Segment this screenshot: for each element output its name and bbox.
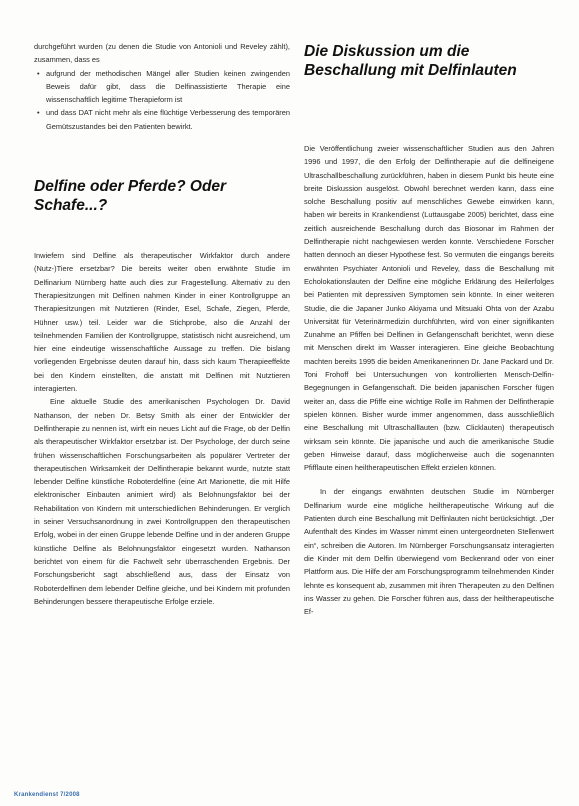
section-heading: Delfine oder Pferde? Oder Schafe...? bbox=[34, 178, 227, 215]
right-column bbox=[304, 42, 554, 618]
body-paragraph: Eine aktuelle Studie des amerikanischen Psychologen Dr. David Nathanson, der neben Dr. Betsy Smith als einer der Entwickler der Delfintherapie zu nennen ist, wirft ein neues Licht auf die Frage, ob der Delfin als therapeutischer Wirkfaktor ersetzbar ist. Der Psychologe, der durch seine frühen wissenschaftlichen Forschungsarbeiten als populärer Vertreter der therapeutischen Wirksamkeit der Delfintherapie bekannt wurde, nutzte statt lebender Delfine künstliche Roboterdelfine (eine Art Marionette, die mit Hilfe elektronischer Einbauten animiert wird) als Belohnungsfaktor bei der Rehabilitation von Kindern mit unterschiedlichen Behinderungen. Er verglich in seiner Versuchsanordnung in zwei Kontrollgruppen den therapeutischen Erfolg, wobei in der einen Gruppe lebende Delfine und in der anderen Gruppe künstliche Delfine als Belohnungsfaktor eingesetzt wurden. Nathanson berichtet von einem für die Fachwelt sehr überraschenden Ergebnis. Der Forschungsbericht sagt abschließend aus, dass der Einsatz von Roboterdelfinen dem lebender Delfine gleiche, und bei Kindern mit profunden Behinderungen bessere therapeutische Erfolge erziele. bbox=[34, 397, 290, 606]
body-paragraph: Inwiefern sind Delfine als therapeutischer Wirkfaktor durch andere (Nutz-)Tiere ersetzbar? Die bereits weiter oben erwähnte Studie im Delfinarium Nürnberg hatte auch dies zur Fragestellung. Alternativ zu den Therapiesitzungen mit Delfinen nahmen Kinder in einer Kontrollgruppe an Therapiesitzungen mit Nutztieren (Rinder, Esel, Schafe, Ziegen, Pferde, Hühner usw.) teil. Leider war die Stichprobe, also die Anzahl der teilnehmenden Familien der Kontrollgruppe, statistisch nicht ausreichend, um hier eine eindeutige wissenschaftliche Aussage zu treffen. Die bislang vorliegenden Ergebnisse deuten darauf hin, dass sich kaum Therapieeffekte bei den Kindern einstellten, die anstatt mit Delfinen mit Nutztieren interagierten. bbox=[34, 251, 290, 394]
intro-text: durchgeführt wurden (zu denen die Studie von Antonioli und Reveley zählt), zusammen, dass es bbox=[34, 42, 290, 65]
bullet-item: • und dass DAT nicht mehr als eine flüchtige Verbesserung des temporären Gemütszustandes bei den Patienten bewirkt. bbox=[37, 108, 290, 131]
section-heading: Die Diskussion um die Beschallung mit Delfinlauten bbox=[304, 43, 517, 79]
bullet-icon: • bbox=[37, 108, 40, 118]
bullet-list bbox=[34, 67, 290, 133]
bullet-item: • aufgrund der methodischen Mängel aller Studien keinen zwingenden Beweis dafür gibt, dass die Delfinassistierte Therapie eine wissenschaftlich legitime Therapieform ist bbox=[37, 68, 290, 105]
body-paragraph: Die Veröffentlichung zweier wissenschaftlicher Studien aus den Jahren 1996 und 1997, die den Erfolg der Delfintherapie auf die delfineigene Ultraschallbeschallung zurückführen, haben in diesem Punkt bis heute eine breite Diskussion ausgelöst. Obwohl berechnet werden kann, dass eine solche Beschallung positiv auf menschliches Gewebe einwirken kann, haben wir bereits in Krankendienst (Luttausgabe 2005) berichtet, dass eine zeitlich ausreichende Beschallung durch das Biosonar im Rahmen der Delfintherapie nicht nachgewiesen werden konnte. Verschiedene Forscher hatten dennoch an dieser Hypothese fest. So vermuten die eingangs bereits erwähnten Psychiater Antonioli und Reveley, dass die Beschallung mit Echolokationslauten der Delfine eine mögliche Erklärung des Heilerfolges bei Patienten mit depressiven Symptomen sein könnte. In einer weiteren Studie, die die Japaner Junko Akiyama und Mitsuaki Ohta von der Azabu Universität für Veterinärmedizin durchführten, wird von einer signifikanten Zunahme an Pfiffen bei Delfinen in Gefangenschaft berichtet, wenn diese mit Menschen direkt im Wasser interagieren. Eine gleiche Beobachtung machten bereits 1995 die beiden Amerikanerinnen Dr. Jane Packard und Dr. Toni Frohoff bei Untersuchungen von kontrollierten Mensch-Delfin-Begegnungen in Gefangenschaft. Die beiden japanischen Forscher fügen weiter an, dass die Pfiffe eine wichtige Rolle im Rahmen der Delfintherapie spielen können. Bisher wurde immer angenommen, dass ausschließlich eine Beschallung mit Ultraschalllauten (bzw. Clicklauten) therapeutisch wirksam sein könnte. Die japanische und auch die amerikanische Studie geben Hinweise darauf, dass möglicherweise auch die sogenannten Pfifflaute einen heiltherapeutischen Effekt erzielen können. bbox=[304, 144, 554, 473]
left-column bbox=[34, 40, 290, 608]
paragraph-gap bbox=[304, 474, 554, 485]
bullet-icon: • bbox=[37, 68, 40, 78]
body-paragraph: In der eingangs erwähnten deutschen Studie im Nürnberger Delfinarium wurde eine mögliche heiltherapeutische Wirkung auf die Patienten durch eine Beschallung mit Delfinlauten nicht berücksichtigt. „Der Aufenthalt des Kindes im Wasser nimmt einen untergeordneten Stellenwert ein“, schreiben die Autoren. Im Nürnberger Forschungsansatz interagierten die Kinder mit dem Delfin überwiegend vom Beckenrand oder von einer Plattform aus. Die Hilfe der am Forschungsprogramm teilnehmenden Kinder lehnte es konsequent ab, zusammen mit ihren Therapeuten zu den Delfinen ins Wasser zu gehen. Die Forscher führen aus, dass der heiltherapeutische Ef- bbox=[304, 487, 554, 617]
page-footer: Krankendienst 7/2008 bbox=[14, 792, 80, 798]
